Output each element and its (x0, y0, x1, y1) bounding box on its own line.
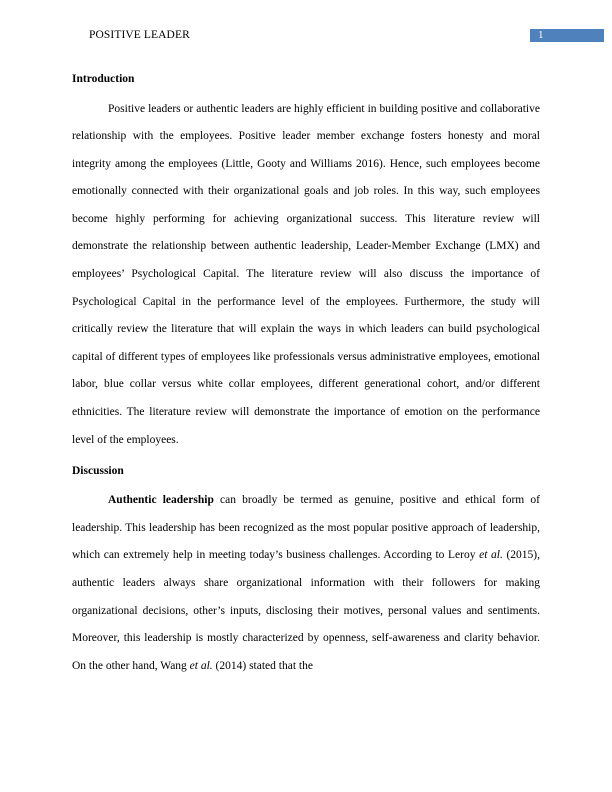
discussion-paragraph (72, 487, 540, 680)
document-body (72, 68, 540, 686)
page-number-box (530, 29, 604, 42)
discussion-heading: Discussion (72, 464, 124, 477)
introduction-heading: Introduction (72, 73, 135, 85)
introduction-paragraph: Positive leaders or authentic leaders are highly efficient in building positive and collaborative relationship with the employees. Positive leader member exchange fosters honesty and moral integrity among the employees (Little, Gooty and Williams 2016). Hence, such employees become emotionally connected with their organizational goals and job roles. In this way, such employees become highly performing for achieving organizational success. This literature review will demonstrate the relationship between authentic leadership, Leader-Member Exchange (LMX) and employees’ Psychological Capital. The literature review will also discuss the importance of Psychological Capital in the performance level of the employees. Furthermore, the study will critically review the literature that will explain the ways in which leaders can build psychological capital of different types of employees like professionals versus administrative employees, emotional labor, blue collar versus white collar employees, different generational cohort, and/or different ethnicities. The literature review will demonstrate the importance of emotion on the performance level of the employees. (72, 102, 540, 446)
page-number: 1 (538, 29, 544, 41)
et-al-2: et al. (189, 659, 213, 672)
authentic-leadership-term: Authentic leadership (108, 494, 214, 507)
discussion-text-3: (2014) stated that the (212, 659, 313, 672)
discussion-text-2: (2015), authentic leaders always share organizational information with their followers for making organizational decisions, other’s inputs, disclosing their motives, personal values and sentiments. Moreover, this leadership is mostly characterized by openness, self-awareness and clarity behavior. On the other hand, Wang (72, 549, 540, 672)
running-head: POSITIVE LEADER (89, 29, 190, 41)
discussion-text-1: can broadly be termed as genuine, positive and ethical form of leadership. This leadership has been recognized as the most popular positive approach of leadership, which can extremely help in meeting today’s business challenges. According to Leroy (72, 494, 540, 562)
et-al-1: et al. (479, 549, 503, 562)
